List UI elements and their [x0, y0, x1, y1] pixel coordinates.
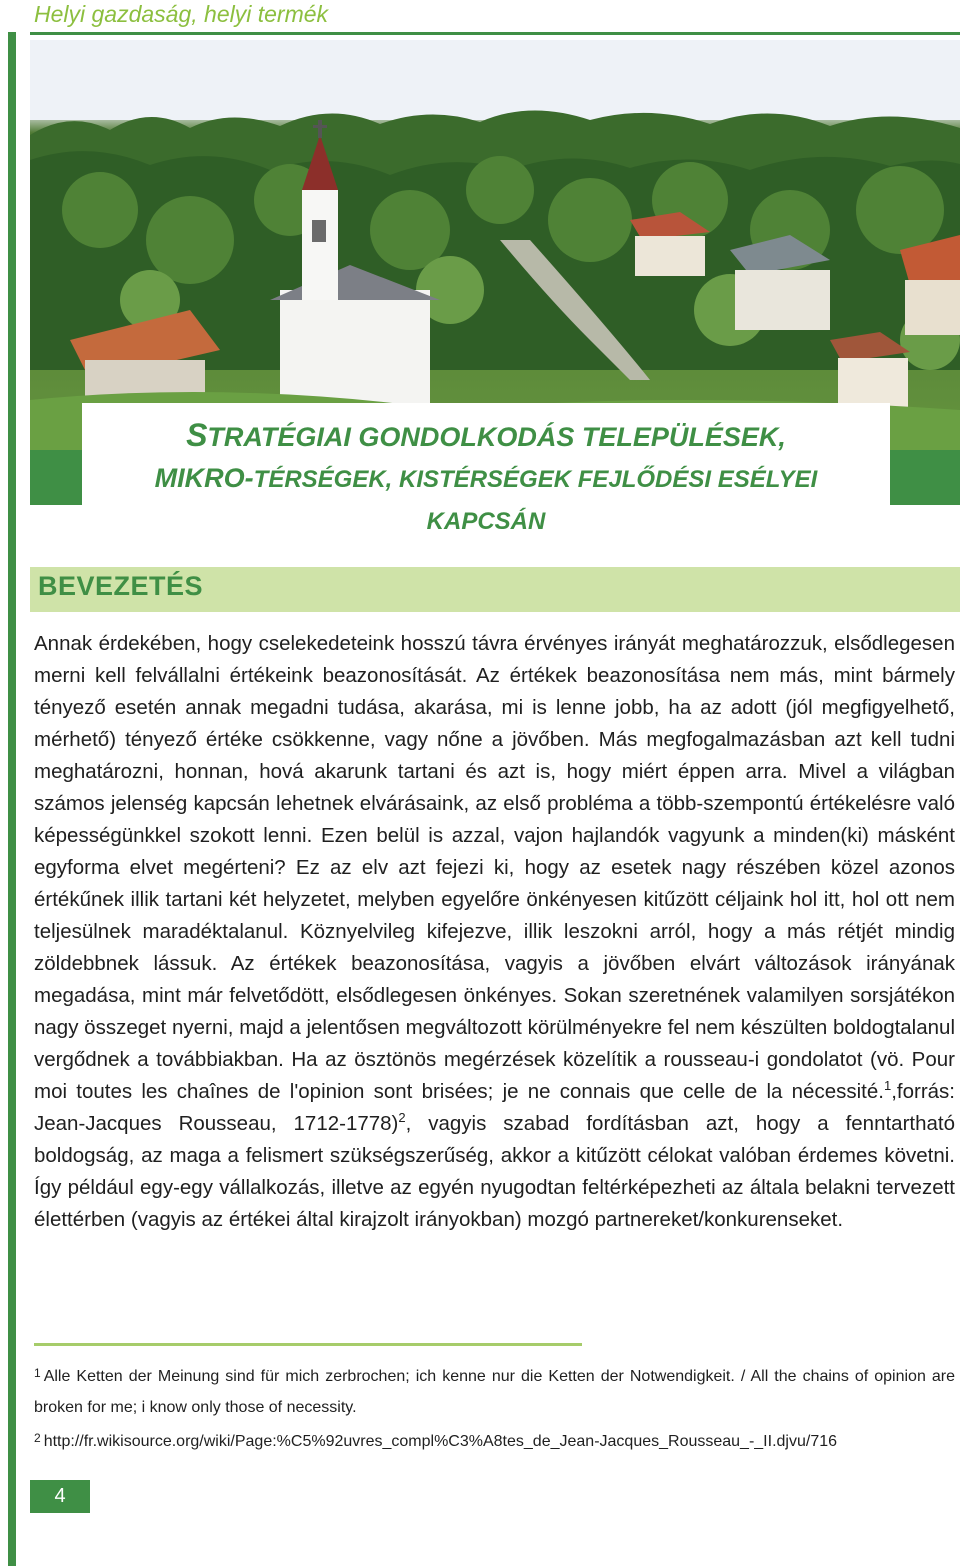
- footnote-rule: [34, 1343, 582, 1346]
- left-green-tab: [30, 450, 82, 505]
- footnote-2[interactable]: $^2$ http://fr.wikisource.org/wiki/Page:%C5%92uvres_compl%C3%A8tes_de_Jean-Jacques_Rousseau_-_II.djvu/716: [34, 1431, 838, 1450]
- title-box: [82, 403, 890, 565]
- top-rule: [30, 32, 960, 35]
- footnotes: [34, 1358, 955, 1457]
- title-line-2: MIKRO-TÉRSÉGEK, KISTÉRSÉGEK FEJLŐDÉSI ESÉLYEI: [154, 463, 818, 493]
- running-header: Helyi gazdaság, helyi termék: [34, 1, 329, 27]
- footnote-link[interactable]: http://fr.wikisource.org/wiki/Page:%C5%92uvres_compl%C3%A8tes_de_Jean-Jacques_Rousseau_-_II.djvu/716: [43, 1433, 838, 1450]
- section-heading: BEVEZETÉS: [38, 571, 204, 601]
- page-number: 4: [30, 1480, 90, 1513]
- right-green-tab: [890, 450, 960, 505]
- title-line-3: KAPCSÁN: [426, 508, 546, 535]
- footnote-1: $^1$ Alle Ketten der Meinung sind für mich zerbrochen; ich kenne nur die Ketten der Notwendigkeit. / All the chains of opinion are broken for me; i know only those of necessity.: [34, 1366, 955, 1416]
- section-band: [30, 567, 960, 612]
- footnote-ref-1[interactable]: 1: [883, 1078, 892, 1094]
- title-line-1: STRATÉGIAI GONDOLKODÁS TELEPÜLÉSEK,: [186, 417, 786, 453]
- left-accent-bar: [8, 32, 16, 1566]
- footnote-ref-2[interactable]: 2: [398, 1110, 406, 1126]
- body-paragraph: Annak érdekében, hogy cselekedeteink hosszú távra érvényes irányát meghatározzuk, elsődlegesen merni kell felvállalni értékeink beazonosítását. Az értékek beazonosítása nem más, mint bármely tényező esetén annak megadni tudása, akarása, mi is lenne jobb, ha az adott (jól megfigyelhető, mérhető) tényező értéke csökkenne, vagy nőne a jövőben. Más megfogalmazásban azt kell tudni meghatározni, honnan, hová akarunk tartani és azt is, hogy miért éppen arra. Mivel a világban számos jelenség kapcsán lehetnek elvárásaink, az első probléma a több-szempontú értékelésre való képességünkkel szokott lenni. Ezen belül is azzal, vajon hajlandók vagyunk a minden(ki) másként egyforma elvet megérteni? Ez az elv azt fejezi ki, hogy az esetek nagy részében közel azonos értékűnek illik tartani két helyzetet, melyben egyelőre önkényesen kitűzött céljaink hol itt, hol ott nem teljesülnek maradéktalanul. Köznyelvileg kifejezve, illik leszokni arról, hogy a más rétjét mindig zöldebbnek lássuk. Az értékek beazonosítása, vagyis a jövőben elvárt változások irányának megadása, mint már felvetődött, elsődlegesen önkényes. Sokan szeretnének valamilyen sorsjátékon nagy összeget nyerni, majd a jelentősen megváltozott körülményekre fel nem készülten boldogtalanul vergődnek a továbbiakban. Ha az ösztönös megérzések közelítik a rousseau-i gondolatot (vö. Pour moi toutes les chaînes de l'opinion sont brisées; je ne connais que celle de la nécessité.$^1$,forrás: Jean-Jacques Rousseau, 1712-1778)$^2$, vagyis szabad fordításban azt, hogy a fenntartható boldogság, az maga a felismert szükségszerűség, akkor a kitűzött célokat valóban érdemes követni. Így például egy-egy vállalkozás, illetve az egyén nyugodtan feltérképezheti az általa belakni tervezett élettérben (vagyis az értékei által kirajzolt irányokban) mozgó partnereket/konkurenseket.: [34, 632, 955, 1231]
